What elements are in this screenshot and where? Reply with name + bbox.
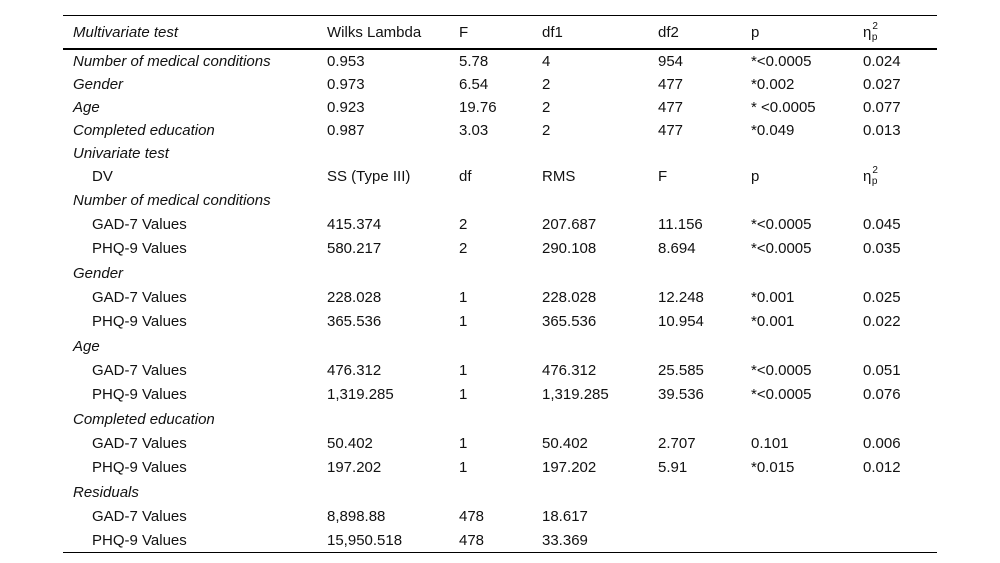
ss-value: 365.536 xyxy=(327,313,382,330)
header-wilks-lambda: Wilks Lambda xyxy=(327,23,422,41)
rms-value: 365.536 xyxy=(542,313,597,330)
rms-value: 18.617 xyxy=(542,508,588,525)
statistics-table xyxy=(63,15,937,553)
ss-value: 50.402 xyxy=(327,435,373,452)
df1-value: 2 xyxy=(542,122,551,139)
header-df2: df2 xyxy=(658,23,679,41)
univariate-row xyxy=(63,505,937,528)
f-value: 2.707 xyxy=(658,435,696,452)
rms-value: 1,319.285 xyxy=(542,386,609,403)
univariate-row xyxy=(63,236,937,261)
rms-value: 207.687 xyxy=(542,216,597,233)
univariate-row xyxy=(63,382,937,407)
row-label: Completed education xyxy=(73,122,215,139)
multivariate-row xyxy=(63,119,937,142)
univariate-row xyxy=(63,432,937,455)
header-partial-eta-squared: η 2 p xyxy=(863,165,878,187)
dv-label: PHQ-9 Values xyxy=(92,459,187,476)
dv-label: PHQ-9 Values xyxy=(92,531,187,549)
dv-label: PHQ-9 Values xyxy=(92,313,187,330)
df-value: 1 xyxy=(459,313,468,330)
eta-value: 0.006 xyxy=(863,435,901,452)
f-value: 12.248 xyxy=(658,289,704,306)
header-df: df xyxy=(459,168,472,185)
df1-value: 2 xyxy=(542,76,551,93)
ss-value: 1,319.285 xyxy=(327,386,394,403)
group-title-row xyxy=(63,261,937,286)
df2-value: 477 xyxy=(658,99,684,116)
eta-value: 0.025 xyxy=(863,289,901,306)
p-value: *<0.0005 xyxy=(751,216,812,233)
univariate-header-row xyxy=(63,165,937,188)
header-ss: SS (Type III) xyxy=(327,168,411,185)
rms-value: 33.369 xyxy=(542,531,588,549)
header-p: p xyxy=(751,168,760,185)
univariate-title: Univariate test xyxy=(73,145,169,162)
f-value: 19.76 xyxy=(459,99,497,116)
dv-label: GAD-7 Values xyxy=(92,216,187,233)
dv-label: GAD-7 Values xyxy=(92,362,187,379)
row-label: Gender xyxy=(73,76,124,93)
dv-label: GAD-7 Values xyxy=(92,508,187,525)
row-label: Age xyxy=(73,99,100,116)
group-title: Gender xyxy=(73,265,124,282)
f-value: 3.03 xyxy=(459,122,489,139)
df-value: 478 xyxy=(459,508,485,525)
eta-value: 0.027 xyxy=(863,76,901,93)
rms-value: 290.108 xyxy=(542,240,597,257)
f-value: 6.54 xyxy=(459,76,489,93)
eta-value: 0.051 xyxy=(863,362,901,379)
rms-value: 228.028 xyxy=(542,289,597,306)
univariate-row xyxy=(63,213,937,236)
header-p: p xyxy=(751,23,760,41)
ss-value: 15,950.518 xyxy=(327,531,403,549)
df-value: 1 xyxy=(459,289,468,306)
f-value: 10.954 xyxy=(658,313,704,330)
df-value: 2 xyxy=(459,216,468,233)
group-title: Age xyxy=(73,338,100,355)
ss-value: 228.028 xyxy=(327,289,382,306)
f-value: 5.78 xyxy=(459,53,489,70)
wilks-lambda-value: 0.953 xyxy=(327,53,365,70)
f-value: 11.156 xyxy=(658,216,703,233)
dv-label: GAD-7 Values xyxy=(92,289,187,306)
header-partial-eta-squared: η 2 p xyxy=(863,20,878,43)
univariate-row xyxy=(63,455,937,480)
univariate-row xyxy=(63,528,937,552)
df-value: 1 xyxy=(459,386,468,403)
f-value: 39.536 xyxy=(658,386,704,403)
df2-value: 477 xyxy=(658,76,684,93)
ss-value: 476.312 xyxy=(327,362,382,379)
df-value: 1 xyxy=(459,435,468,452)
df2-value: 954 xyxy=(658,53,684,70)
group-title-row xyxy=(63,334,937,359)
ss-value: 415.374 xyxy=(327,216,382,233)
p-value: *0.001 xyxy=(751,289,795,306)
group-title: Number of medical conditions xyxy=(73,192,271,209)
multivariate-row xyxy=(63,96,937,119)
ss-value: 197.202 xyxy=(327,459,382,476)
dv-label: PHQ-9 Values xyxy=(92,240,187,257)
wilks-lambda-value: 0.923 xyxy=(327,99,365,116)
univariate-row xyxy=(63,359,937,382)
eta-value: 0.022 xyxy=(863,313,901,330)
header-df1: df1 xyxy=(542,23,563,41)
f-value: 5.91 xyxy=(658,459,688,476)
group-title-row xyxy=(63,407,937,432)
univariate-row xyxy=(63,309,937,334)
df-value: 1 xyxy=(459,459,468,476)
eta-value: 0.024 xyxy=(863,53,901,70)
eta-value: 0.012 xyxy=(863,459,901,476)
p-value: *0.015 xyxy=(751,459,795,476)
p-value: *0.002 xyxy=(751,76,795,93)
df-value: 478 xyxy=(459,531,485,549)
group-title-row xyxy=(63,188,937,213)
p-value: *<0.0005 xyxy=(751,386,812,403)
univariate-title-row xyxy=(63,142,937,165)
eta-value: 0.077 xyxy=(863,99,901,116)
eta-value: 0.045 xyxy=(863,216,901,233)
df-value: 1 xyxy=(459,362,468,379)
eta-value: 0.035 xyxy=(863,240,901,257)
p-value: * <0.0005 xyxy=(751,99,816,116)
header-multivariate-test: Multivariate test xyxy=(73,23,179,41)
rms-value: 197.202 xyxy=(542,459,597,476)
multivariate-header-row xyxy=(63,16,937,50)
p-value: 0.101 xyxy=(751,435,789,452)
group-title: Completed education xyxy=(73,411,215,428)
group-title-row xyxy=(63,480,937,505)
ss-value: 580.217 xyxy=(327,240,382,257)
p-value: *0.001 xyxy=(751,313,795,330)
ss-value: 8,898.88 xyxy=(327,508,386,525)
eta-value: 0.013 xyxy=(863,122,901,139)
f-value: 25.585 xyxy=(658,362,704,379)
p-value: *<0.0005 xyxy=(751,362,812,379)
row-label: Number of medical conditions xyxy=(73,53,271,70)
group-title: Residuals xyxy=(73,484,139,501)
df2-value: 477 xyxy=(658,122,684,139)
df1-value: 4 xyxy=(542,53,551,70)
df1-value: 2 xyxy=(542,99,551,116)
dv-label: GAD-7 Values xyxy=(92,435,187,452)
univariate-row xyxy=(63,286,937,309)
header-f: F xyxy=(459,23,469,41)
header-dv: DV xyxy=(92,168,113,185)
wilks-lambda-value: 0.987 xyxy=(327,122,365,139)
header-rms: RMS xyxy=(542,168,576,185)
dv-label: PHQ-9 Values xyxy=(92,386,187,403)
multivariate-row xyxy=(63,73,937,96)
wilks-lambda-value: 0.973 xyxy=(327,76,365,93)
rms-value: 476.312 xyxy=(542,362,597,379)
p-value: *0.049 xyxy=(751,122,795,139)
header-f: F xyxy=(658,168,668,185)
eta-value: 0.076 xyxy=(863,386,901,403)
p-value: *<0.0005 xyxy=(751,240,812,257)
df-value: 2 xyxy=(459,240,468,257)
f-value: 8.694 xyxy=(658,240,696,257)
multivariate-row xyxy=(63,50,937,73)
rms-value: 50.402 xyxy=(542,435,588,452)
p-value: *<0.0005 xyxy=(751,53,812,70)
